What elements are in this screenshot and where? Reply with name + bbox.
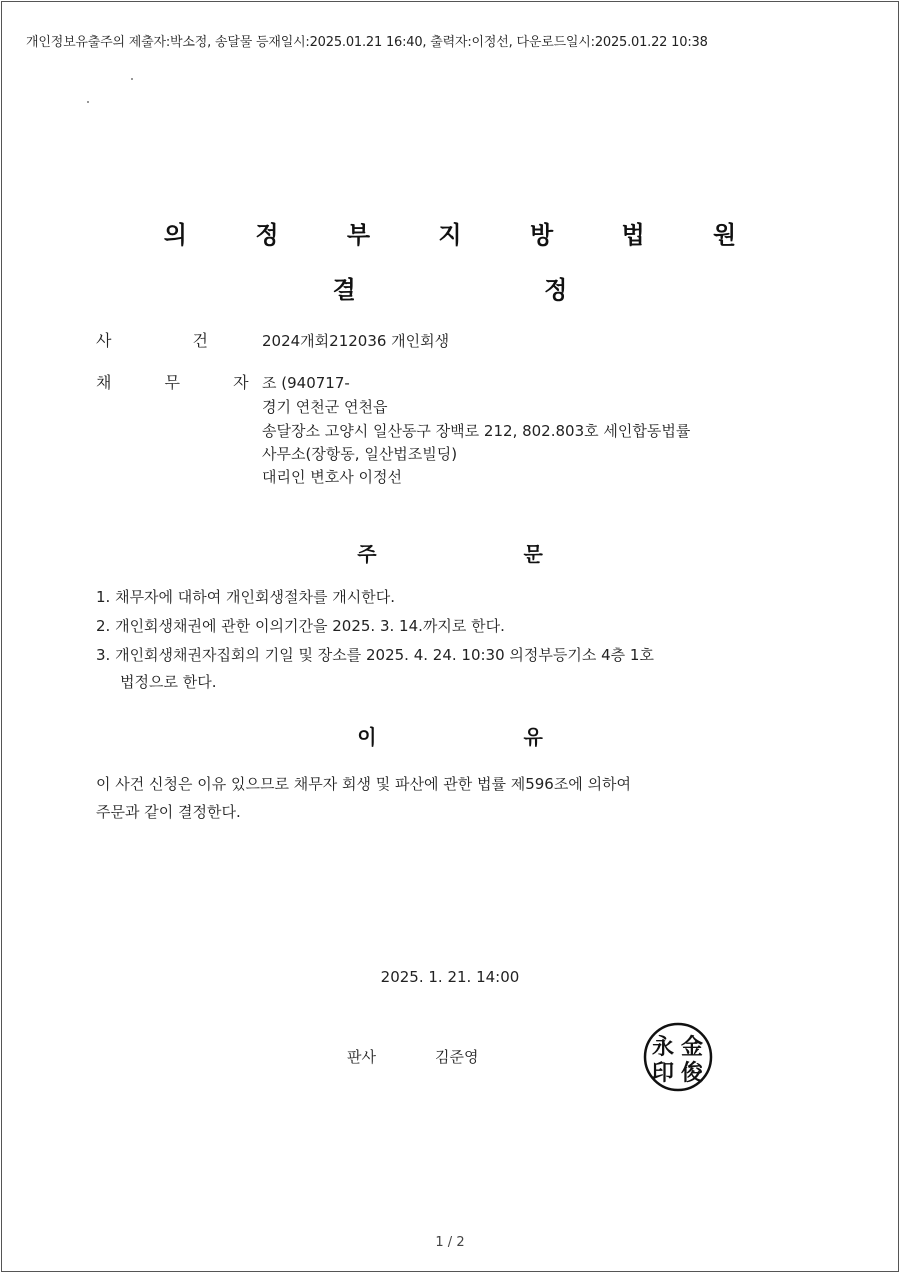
- order-title: 주 문: [357, 542, 613, 566]
- judge-name: 김준영: [435, 1048, 479, 1066]
- order-item: 3. 개인회생채권자집회의 기일 및 장소를 2025. 4. 24. 10:30 의정부등기소 4층 1호: [96, 646, 654, 664]
- decision-date: 2025. 1. 21. 14:00: [380, 968, 520, 986]
- scan-speck: [87, 101, 89, 103]
- seal-char: 印: [651, 1061, 675, 1086]
- reason-title: 이 유: [357, 725, 613, 749]
- order-item: 2. 개인회생채권에 관한 이의기간을 2025. 3. 14.까지로 한다.: [96, 617, 505, 635]
- case-label: 사 건: [96, 331, 246, 350]
- seal-char: 永: [651, 1035, 675, 1060]
- order-item-continuation: 법정으로 한다.: [120, 673, 217, 691]
- order-item: 1. 채무자에 대하여 개인회생절차를 개시한다.: [96, 588, 395, 606]
- debtor-line: 조 (940717-: [262, 374, 350, 392]
- reason-line: 이 사건 신청은 이유 있으므로 채무자 회생 및 파산에 관한 법률 제596조에 의하여: [96, 775, 632, 793]
- judge-seal-stamp: [643, 1022, 713, 1092]
- debtor-line: 사무소(장항동, 일산법조빌딩): [262, 445, 458, 463]
- page-frame: [1, 1, 899, 1272]
- debtor-label: 채 무 자: [96, 373, 273, 392]
- debtor-line: 대리인 변호사 이정선: [262, 468, 402, 486]
- judge-label: 판사: [347, 1048, 376, 1066]
- seal-char: 俊: [680, 1061, 704, 1086]
- page-number: 1 / 2: [435, 1235, 465, 1250]
- reason-line: 주문과 같이 결정한다.: [96, 803, 241, 821]
- document-title: 결 정: [332, 276, 658, 304]
- header-print-info: 개인정보유출주의 제출자:박소정, 송달물 등재일시:2025.01.21 16:40, 출력자:이정선, 다운로드일시:2025.01.22 10:38: [26, 35, 708, 50]
- debtor-line: 경기 연천군 연천읍: [262, 398, 388, 416]
- seal-char: 金: [680, 1035, 704, 1060]
- case-value: 2024개회212036 개인회생: [262, 332, 450, 350]
- scan-speck: [131, 78, 133, 80]
- debtor-line: 송달장소 고양시 일산동구 장백로 212, 802.803호 세인합동법률: [262, 422, 691, 440]
- court-name: 의 정 부 지 방 법 원: [163, 221, 767, 249]
